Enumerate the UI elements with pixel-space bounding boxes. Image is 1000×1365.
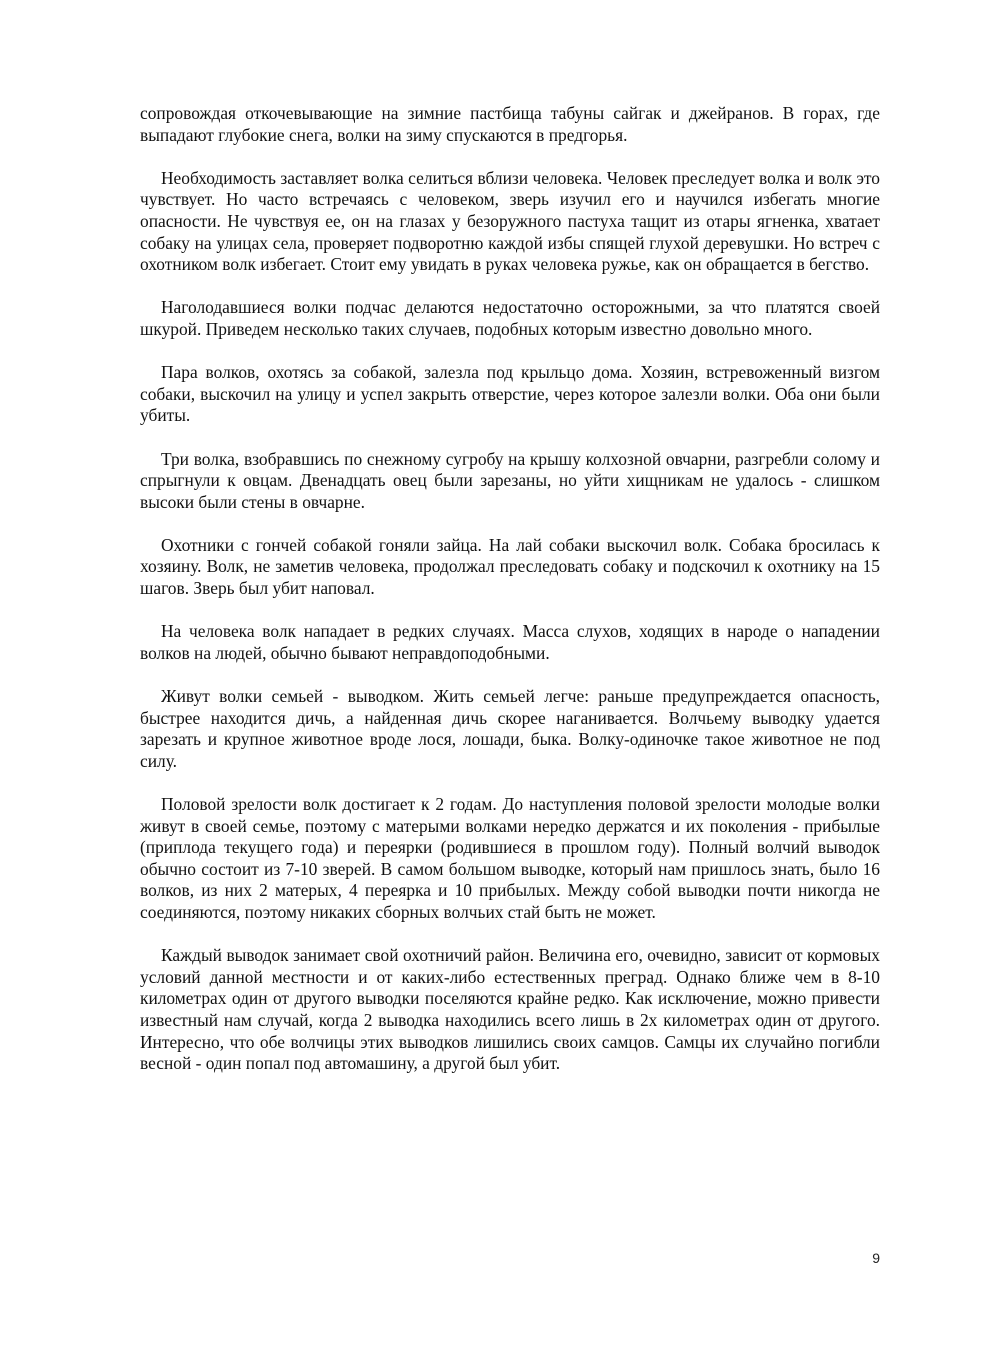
paragraph-7: На человека волк нападает в редких случаях. Масса слухов, ходящих в народе о нападении волков на людей, обычно бывают неправдоподобными.: [140, 621, 880, 663]
paragraph-8: Живут волки семьей - выводком. Жить семьей легче: раньше предупреждается опасность, быстрее находится дичь, а найденная дичь скорее наганивается. Волчьему выводку удается зарезать и крупное животное вроде лося, лошади, быка. Волку-одиночке такое животное не под силу.: [140, 686, 880, 771]
paragraph-4: Пара волков, охотясь за собакой, залезла под крыльцо дома. Хозяин, встревоженный визгом собаки, выскочил на улицу и успел закрыть отверстие, через которое залезли волки. Оба они были убиты.: [140, 362, 880, 426]
page-number: 9: [872, 1250, 880, 1266]
paragraph-6: Охотники с гончей собакой гоняли зайца. На лай собаки выскочил волк. Собака бросилась к хозяину. Волк, не заметив человека, продолжал преследовать собаку и подскочил к охотнику на 15 шагов. Зверь был убит наповал.: [140, 534, 880, 599]
paragraph-5: Три волка, взобравшись по снежному сугробу на крышу колхозной овчарни, разгребли солому и спрыгнули к овцам. Двенадцать овец были зарезаны, но уйти хищникам не удалось - слишком высоки были стены в овчарне.: [140, 448, 880, 512]
document-body: [140, 103, 880, 1096]
paragraph-3: Наголодавшиеся волки подчас делаются недостаточно осторожными, за что платятся своей шкурой. Приведем несколько таких случаев, подобных которым известно довольно много.: [140, 297, 880, 339]
paragraph-1: сопровождая откочевывающие на зимние пастбища табуны сайгак и джейранов. В горах, где выпадают глубокие снега, волки на зиму спускаются в предгорья.: [140, 103, 880, 145]
paragraph-10: Каждый выводок занимает свой охотничий район. Величина его, очевидно, зависит от кормовых условий данной местности и от каких-либо естественных преград. Однако ближе чем в 8-10 километрах один от другого выводки поселяются крайне редко. Как исключение, можно привести известный нам случай, когда 2 выводка находились всего лишь в 2х километрах один от другого. Интересно, что обе волчицы этих выводков лишились своих самцов. Самцы их случайно погибли весной - один попал под автомашину, а другой был убит.: [140, 945, 880, 1074]
paragraph-9: Половой зрелости волк достигает к 2 годам. До наступления половой зрелости молодые волки живут в своей семье, поэтому с матерыми волками нередко держатся и их поколения - прибылые (приплода текущего года) и переярки (родившиеся в прошлом году). Полный волчий выводок обычно состоит из 7-10 зверей. В самом большом выводке, который нам пришлось знать, было 16 волков, из них 2 матерых, 4 переярка и 10 прибылых. Между собой выводки почти никогда не соединяются, поэтому никаких сборных волчьих стай быть не может.: [140, 794, 880, 922]
paragraph-2: Необходимость заставляет волка селиться вблизи человека. Человек преследует волка и волк это чувствует. Но часто встречаясь с человеком, зверь изучил его и научился избегать многие опасности. Не чувствуя ее, он на глазах у безоружного пастуха тащит из отары ягненка, хватает собаку на улицах села, проверяет подворотню каждой избы спящей глухой деревушки. Но встреч с охотником волк избегает. Стоит ему увидать в руках человека ружье, как он обращается в бегство.: [140, 167, 880, 275]
